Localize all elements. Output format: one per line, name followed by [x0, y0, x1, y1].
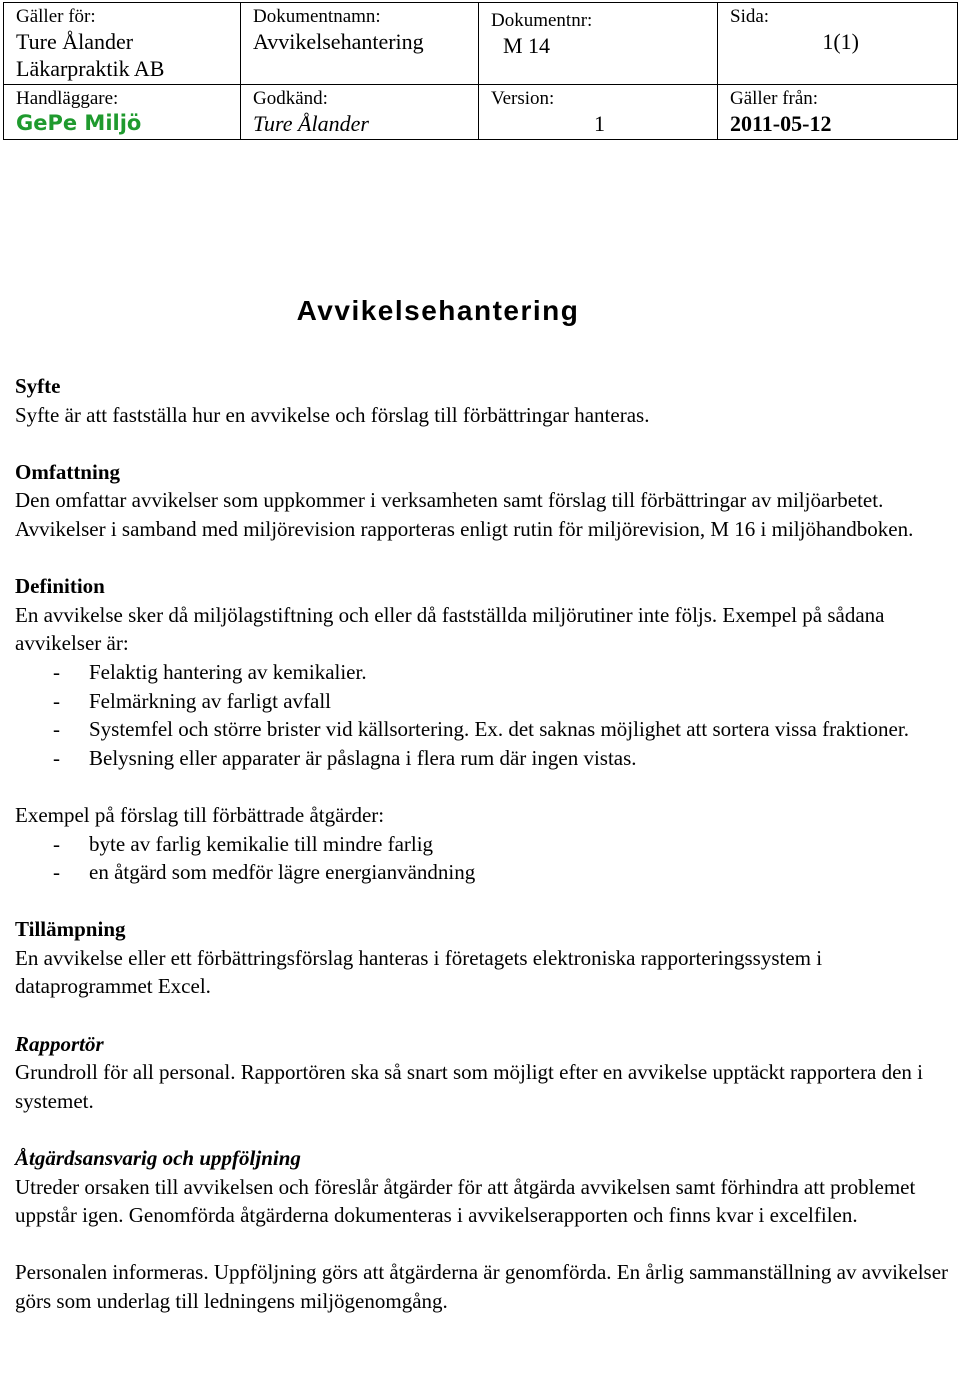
- atgard-text: Utreder orsaken till avvikelsen och föreslår åtgärder för att åtgärda avvikelsen samt förhindra att problemet uppstår igen. Genomförda åtgärderna dokumenteras i avvikelserapporten och finns kvar i excelfilen.: [15, 1174, 916, 1228]
- atgard-heading: Åtgärdsansvarig och uppföljning: [15, 1146, 301, 1171]
- version-label: Version:: [491, 88, 555, 109]
- valid-from-cell: [718, 85, 958, 140]
- version-cell: [479, 85, 718, 140]
- definition-heading: Definition: [15, 574, 105, 599]
- list-item: - Felmärkning av farligt avfall: [15, 687, 950, 716]
- handler-value: GePe Miljö: [16, 111, 142, 135]
- valid-for-line2: Läkarpraktik AB: [16, 56, 165, 81]
- rapportor-heading: Rapportör: [15, 1031, 104, 1056]
- approved-cell: [241, 85, 479, 140]
- list-item: - byte av farlig kemikalie till mindre farlig: [15, 830, 950, 859]
- page-cell: [718, 3, 958, 85]
- handler-label: Handläggare:: [16, 88, 119, 109]
- valid-for-line1: Ture Ålander: [16, 29, 134, 54]
- definition-list: [15, 658, 950, 772]
- doc-nr-cell: [479, 3, 718, 85]
- omfattning-text: Den omfattar avvikelser som uppkommer i verksamheten samt förslag till förbättringar av miljöarbetet. Avvikelser i samband med miljörevision rapporteras enligt rutin för miljörevision, M 16 i miljöhandboken.: [15, 488, 914, 541]
- examples-intro: Exempel på förslag till förbättrade åtgärder:: [15, 802, 385, 827]
- valid-for-cell: [4, 3, 241, 85]
- valid-for-label: Gäller för:: [16, 6, 96, 27]
- approved-value: Ture Ålander: [253, 111, 369, 136]
- syfte-heading: Syfte: [15, 374, 61, 398]
- handler-cell: [4, 85, 241, 140]
- syfte-text: Syfte är att fastställa hur en avvikelse och förslag till förbättringar hanteras.: [15, 402, 650, 427]
- doc-nr-label: Dokumentnr:: [491, 10, 593, 31]
- document-title: Avvikelsehantering: [296, 295, 580, 326]
- doc-nr-value: M 14: [503, 33, 551, 58]
- doc-name-label: Dokumentnamn:: [253, 6, 381, 27]
- list-item: - Belysning eller apparater är påslagna i flera rum där ingen vistas.: [15, 744, 950, 773]
- page-value: 1(1): [822, 29, 859, 54]
- list-item: - Systemfel och större brister vid källsortering. Ex. det saknas möjlighet att sortera vissa fraktioner.: [15, 715, 950, 744]
- tillampning-text: En avvikelse eller ett förbättringsförslag hanteras i företagets elektroniska rapporteringssystem i dataprogrammet Excel.: [15, 945, 823, 999]
- rapportor-text: Grundroll för all personal. Rapportören ska så snart som möjligt efter en avvikelse upptäckt rapportera den i systemet.: [15, 1060, 923, 1113]
- document-body: [15, 372, 950, 1316]
- closing-text: Personalen informeras. Uppföljning görs att åtgärderna är genomförda. En årlig sammanställning av avvikelser görs som underlag till ledningens miljögenomgång.: [15, 1260, 949, 1313]
- approved-label: Godkänd:: [253, 88, 328, 109]
- valid-from-label: Gäller från:: [730, 88, 819, 109]
- document-header-table: [3, 2, 958, 140]
- omfattning-heading: Omfattning: [15, 459, 120, 484]
- doc-name-cell: [241, 3, 479, 85]
- tillampning-heading: Tillämpning: [15, 917, 126, 942]
- list-item: - Felaktig hantering av kemikalier.: [15, 658, 950, 687]
- definition-text: En avvikelse sker då miljölagstiftning och eller då fastställda miljörutiner inte följs. Exempel på sådana avvikelser är:: [15, 602, 885, 656]
- examples-list: [15, 830, 950, 887]
- doc-name-value: Avvikelsehantering: [253, 29, 424, 54]
- valid-from-value: 2011-05-12: [730, 111, 832, 136]
- version-value: 1: [594, 111, 605, 136]
- list-item: - en åtgärd som medför lägre energianvändning: [15, 858, 950, 887]
- page-label: Sida:: [730, 6, 770, 27]
